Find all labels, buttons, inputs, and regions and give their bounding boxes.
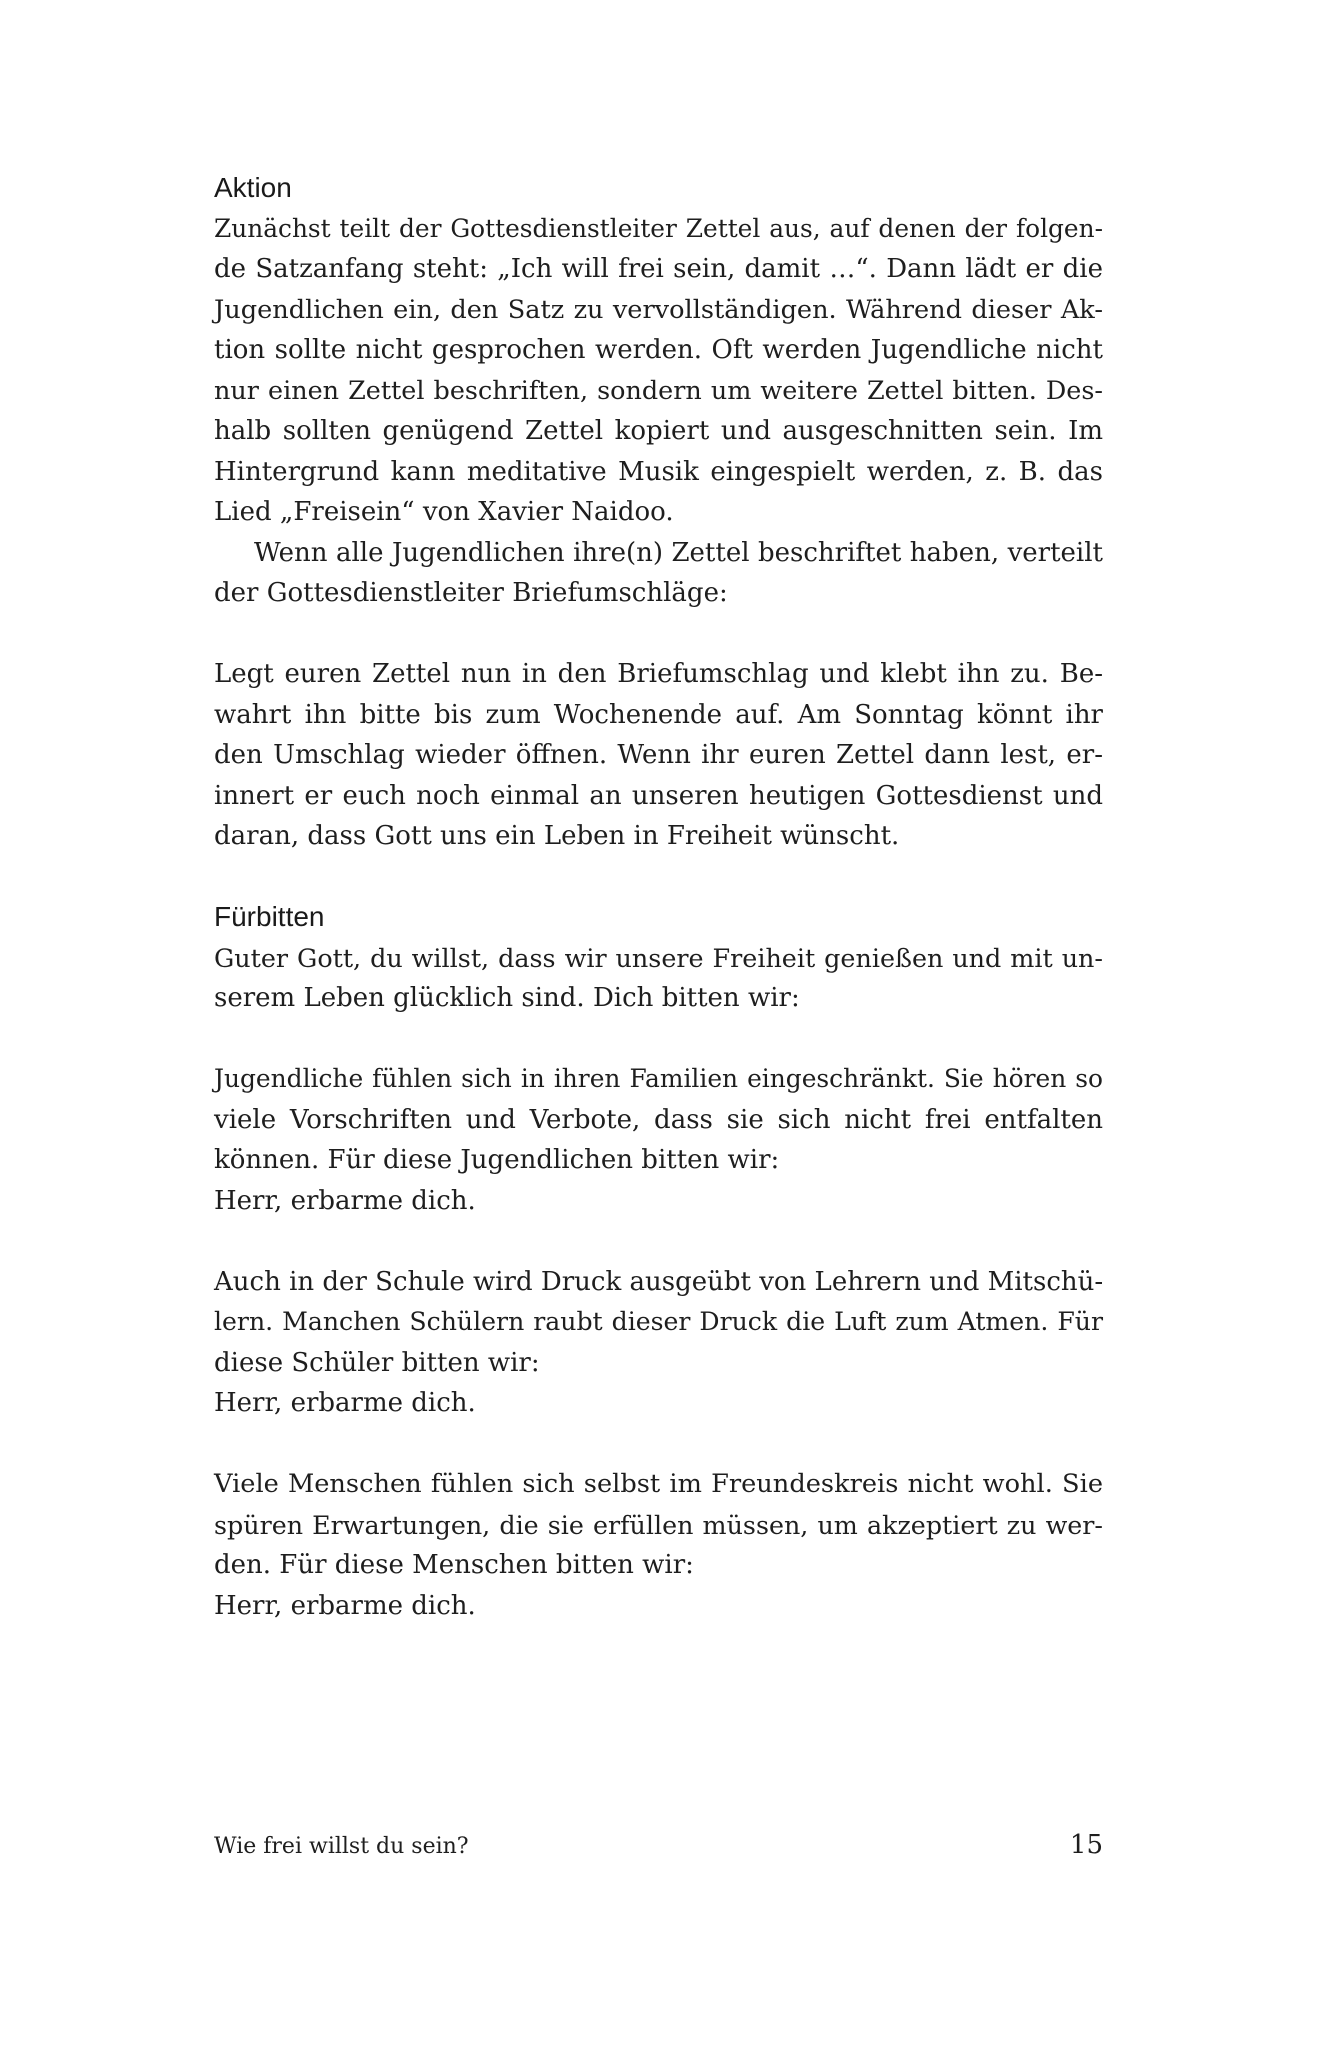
text-line: Hintergrund kann meditative Musik eingespielt werden, z. B. das bbox=[214, 456, 1103, 487]
text-line: Jugendlichen ein, den Satz zu vervollständigen. Während dieser Ak- bbox=[214, 294, 1103, 325]
text-line: viele Vorschriften und Verbote, dass sie sich nicht frei entfalten bbox=[214, 1104, 1103, 1135]
text-line: lern. Manchen Schülern raubt dieser Druck die Luft zum Atmen. Für bbox=[214, 1307, 1103, 1336]
page-number: 15 bbox=[1069, 1830, 1103, 1860]
text-line: Lied „Freisein“ von Xavier Naidoo. bbox=[214, 497, 674, 527]
text-line: Viele Menschen fühlen sich selbst im Freundeskreis nicht wohl. Sie bbox=[214, 1469, 1103, 1499]
paragraph-gap bbox=[214, 1424, 1103, 1465]
text-line: den. Für diese Menschen bitten wir: bbox=[214, 1550, 694, 1580]
aktion-paragraph-3 bbox=[214, 654, 1103, 857]
section-gap bbox=[214, 857, 1103, 898]
paragraph-gap bbox=[214, 1019, 1103, 1060]
aktion-paragraph-2 bbox=[214, 533, 1103, 614]
section-heading-aktion: Aktion bbox=[214, 172, 292, 203]
text-line: Zunächst teilt der Gottesdienstleiter Zettel aus, auf denen der folgen- bbox=[214, 213, 1103, 243]
text-line: wahrt ihn bitte bis zum Wochenende auf. Am Sonntag könnt ihr bbox=[214, 699, 1103, 730]
text-line: tion sollte nicht gesprochen werden. Oft werden Jugendliche nicht bbox=[214, 335, 1103, 365]
paragraph-gap bbox=[214, 614, 1103, 655]
text-line: können. Für diese Jugendlichen bitten wir: bbox=[214, 1145, 780, 1175]
text-line: der Gottesdienstleiter Briefumschläge: bbox=[214, 578, 728, 608]
fuerbitten-petition-1 bbox=[214, 1059, 1103, 1221]
text-line: nur einen Zettel beschriften, sondern um weitere Zettel bitten. Des- bbox=[214, 375, 1103, 406]
text-line: serem Leben glücklich sind. Dich bitten wir: bbox=[214, 983, 800, 1013]
response-line: Herr, erbarme dich. bbox=[214, 1590, 476, 1621]
text-line: innert er euch noch einmal an unseren heutigen Gottesdienst und bbox=[214, 780, 1103, 811]
response-line: Herr, erbarme dich. bbox=[214, 1185, 476, 1216]
text-column bbox=[214, 168, 1103, 1626]
text-line: Auch in der Schule wird Druck ausgeübt von Lehrern und Mitschü- bbox=[214, 1266, 1104, 1297]
text-line: de Satzanfang steht: „Ich will frei sein, damit …“. Dann lädt er die bbox=[214, 254, 1103, 284]
aktion-paragraph-1 bbox=[214, 209, 1103, 533]
section-aktion bbox=[214, 168, 1103, 857]
running-title: Wie frei willst du sein? bbox=[214, 1834, 469, 1859]
paragraph-gap bbox=[214, 1221, 1103, 1262]
section-fuerbitten bbox=[214, 897, 1103, 1626]
section-heading-fuerbitten: Fürbitten bbox=[214, 901, 325, 932]
fuerbitten-petition-2 bbox=[214, 1262, 1103, 1424]
page-footer bbox=[214, 1830, 1103, 1860]
fuerbitten-petition-3 bbox=[214, 1464, 1103, 1626]
text-line: diese Schüler bitten wir: bbox=[214, 1347, 540, 1378]
text-line: daran, dass Gott uns ein Leben in Freiheit wünscht. bbox=[214, 821, 900, 851]
text-line: Jugendliche fühlen sich in ihren Familien eingeschränkt. Sie hören so bbox=[214, 1064, 1103, 1093]
text-line: spüren Erwartungen, die sie erfüllen müssen, um akzeptiert zu wer- bbox=[214, 1509, 1103, 1540]
response-line: Herr, erbarme dich. bbox=[214, 1388, 476, 1418]
text-line: Wenn alle Jugendlichen ihre(n) Zettel beschriftet haben, verteilt bbox=[254, 537, 1103, 568]
fuerbitten-intro bbox=[214, 938, 1103, 1019]
text-line: den Umschlag wieder öffnen. Wenn ihr euren Zettel dann lest, er- bbox=[214, 740, 1103, 770]
text-line: halb sollten genügend Zettel kopiert und ausgeschnitten sein. Im bbox=[214, 416, 1103, 446]
text-line: Guter Gott, du willst, dass wir unsere Freiheit genießen und mit un- bbox=[214, 942, 1103, 973]
text-line: Legt euren Zettel nun in den Briefumschlag und klebt ihn zu. Be- bbox=[214, 659, 1103, 689]
